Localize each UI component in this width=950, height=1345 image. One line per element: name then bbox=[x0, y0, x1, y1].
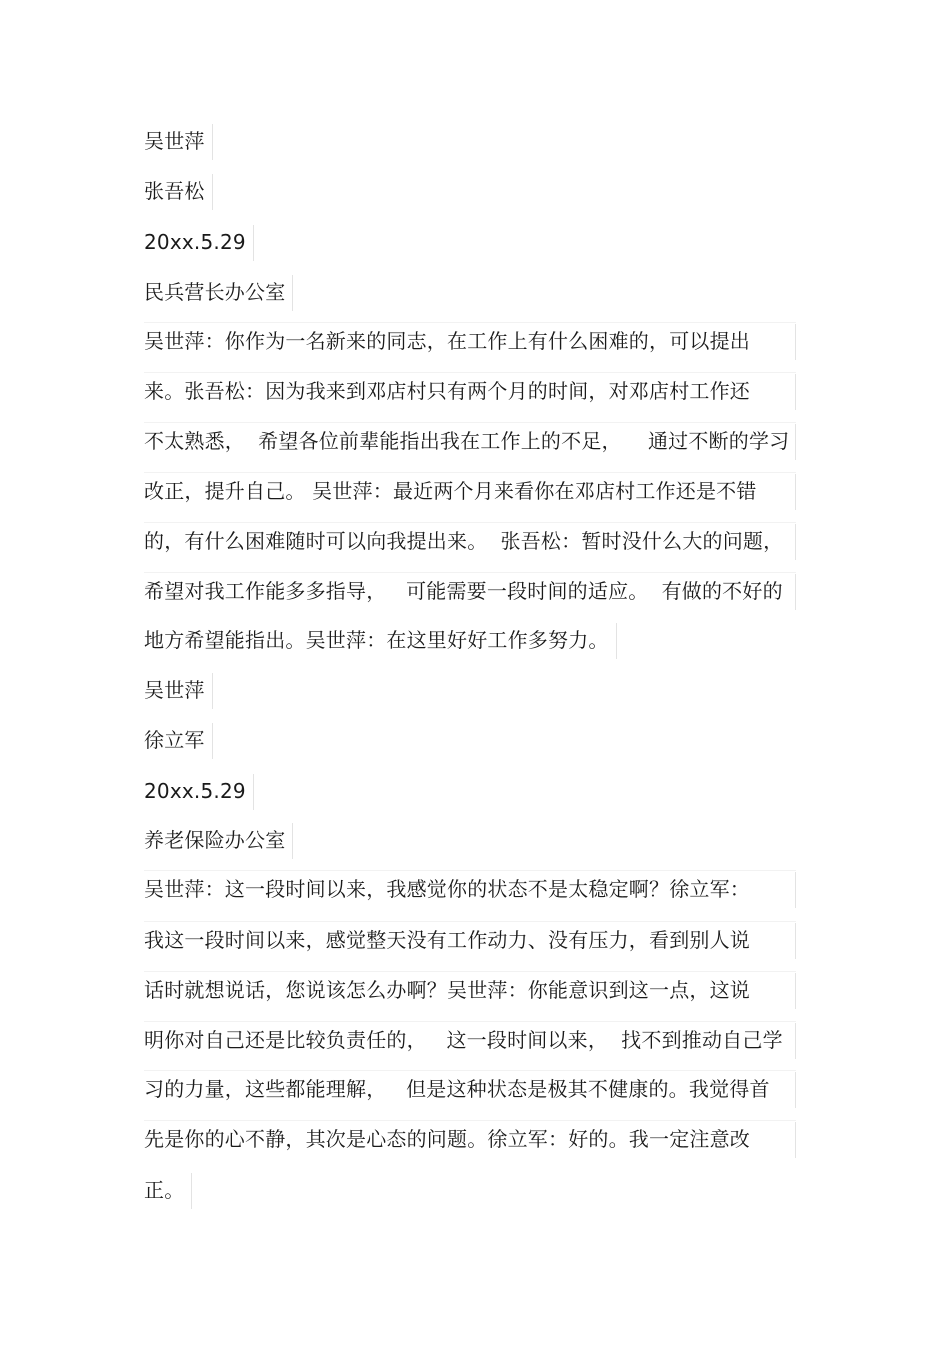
record1-interviewee: 张吾松 bbox=[144, 166, 213, 216]
record2-interviewee: 徐立军 bbox=[144, 715, 213, 765]
record1-content-line: 改正，提升自己。 吴世萍：最近两个月来看你在邓店村工作还是不错 bbox=[144, 466, 796, 516]
record1-location: 民兵营长办公室 bbox=[144, 267, 293, 317]
record1-interviewer: 吴世萍 bbox=[144, 116, 213, 166]
record2-interviewer: 吴世萍 bbox=[144, 665, 213, 715]
record2-content-line: 明你对自己还是比较负责任的， 这一段时间以来， 找不到推动自己学 bbox=[144, 1015, 796, 1065]
record2-content-line: 我这一段时间以来，感觉整天没有工作动力、没有压力，看到别人说 bbox=[144, 915, 796, 965]
record2-content-line: 习的力量，这些都能理解， 但是这种状态是极其不健康的。我觉得首 bbox=[144, 1064, 796, 1114]
record2-content-line: 话时就想说话，您说该怎么办啊？吴世萍：你能意识到这一点，这说 bbox=[144, 965, 796, 1015]
record2-content-line: 正。 bbox=[144, 1165, 192, 1215]
record2-content-line: 先是你的心不静，其次是心态的问题。徐立军：好的。我一定注意改 bbox=[144, 1114, 796, 1164]
record2-content-line: 吴世萍：这一段时间以来，我感觉你的状态不是太稳定啊？徐立军： bbox=[144, 864, 796, 914]
record1-date: 20xx.5.29 bbox=[144, 217, 254, 267]
record1-content-line: 不太熟悉， 希望各位前辈能指出我在工作上的不足， 通过不断的学习 bbox=[144, 416, 796, 466]
record1-content-line: 的，有什么困难随时可以向我提出来。 张吾松：暂时没什么大的问题， bbox=[144, 516, 796, 566]
record1-content-line: 吴世萍：你作为一名新来的同志，在工作上有什么困难的，可以提出 bbox=[144, 316, 796, 366]
record2-location: 养老保险办公室 bbox=[144, 815, 293, 865]
record1-content-line: 希望对我工作能多多指导， 可能需要一段时间的适应。 有做的不好的 bbox=[144, 566, 796, 616]
record2-date: 20xx.5.29 bbox=[144, 766, 254, 816]
record1-content-line: 地方希望能指出。吴世萍：在这里好好工作多努力。 bbox=[144, 615, 617, 665]
record1-content-line: 来。张吾松：因为我来到邓店村只有两个月的时间，对邓店村工作还 bbox=[144, 366, 796, 416]
